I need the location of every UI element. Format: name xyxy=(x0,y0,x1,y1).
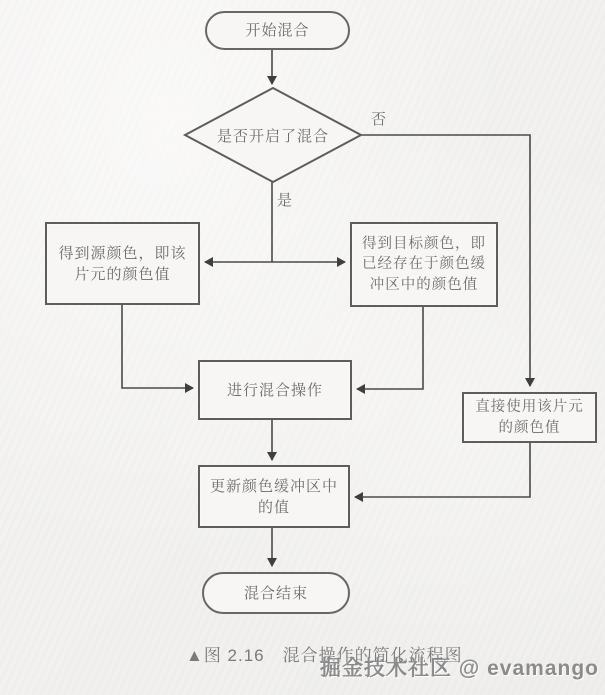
edge-source-blend xyxy=(122,305,193,388)
node-end xyxy=(202,572,350,614)
node-start xyxy=(205,11,350,50)
node-blend-label: 进行混合操作 xyxy=(226,381,323,399)
node-direct-label: 直接使用该片元的颜色值 xyxy=(475,399,584,436)
node-decision xyxy=(193,120,353,150)
figure-caption: ▲图 2.16 混合操作的简化流程图 xyxy=(186,646,463,665)
node-update-label: 更新颜色缓冲区中的值 xyxy=(209,477,338,516)
node-get-target xyxy=(350,222,498,307)
node-blend xyxy=(198,360,352,420)
node-end-label: 混合结束 xyxy=(243,584,308,602)
node-get-source xyxy=(45,222,200,305)
branch-label-no: 否 xyxy=(371,111,387,128)
node-decision-label: 是否开启了混合 xyxy=(216,127,329,145)
edge-target-blend xyxy=(357,307,423,389)
edge-direct-update xyxy=(355,443,530,497)
node-get-source-label: 得到源颜色，即该片元的颜色值 xyxy=(58,244,187,283)
watermark-text: 掘金技术社区 @ evamango xyxy=(319,657,599,680)
branch-label-yes: 是 xyxy=(277,192,293,209)
node-direct xyxy=(462,392,597,443)
node-start-label: 开始混合 xyxy=(245,22,310,39)
node-update xyxy=(198,465,350,528)
node-get-target-label: 得到目标颜色，即已经存在于颜色缓冲区中的颜色值 xyxy=(362,236,486,293)
